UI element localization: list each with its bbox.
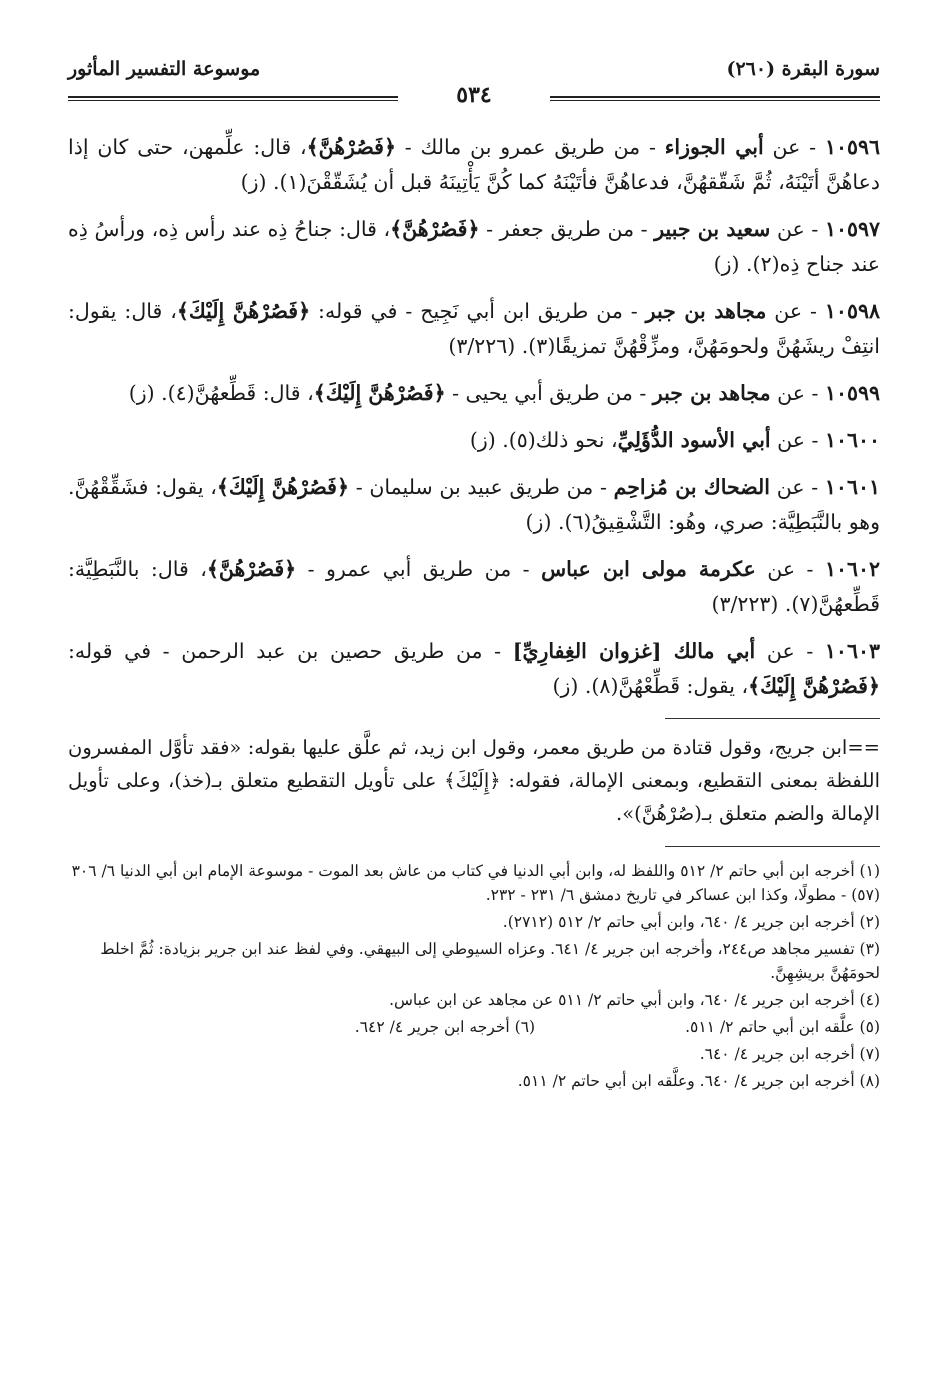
quran-quote: ﴿فَصُرْهُنَّ إِلَيْكَ﴾ — [313, 381, 446, 405]
entry-prefix: عن — [772, 135, 801, 159]
entry-chain: - من طريق جعفر - — [479, 217, 648, 241]
narrator-name: أبي مالك [غزوان الغِفارِيِّ] — [512, 639, 756, 663]
narrator-name: عكرمة مولى ابن عباس — [541, 557, 756, 581]
footnote: (٤) أخرجه ابن جرير ٤/ ٦٤٠، وابن أبي حاتم ٢/ ٥١١ عن مجاهد عن ابن عباس. — [389, 991, 880, 1009]
narrator-name: مجاهد بن جبر — [645, 299, 767, 323]
entry-chain: - من طريق عبيد بن سليمان - — [349, 475, 607, 499]
page-number: ٥٣٤ — [456, 82, 492, 108]
footnote: (٨) أخرجه ابن جرير ٤/ ٦٤٠. وعلَّقه ابن أبي حاتم ٢/ ٥١١. — [517, 1072, 880, 1090]
entry: ١٠٥٩٩ - عن مجاهد بن جبر - من طريق أبي يحيى - ﴿فَصُرْهُنَّ إِلَيْكَ﴾، قال: قَطِّعهُنَّ(٤). (ز) — [128, 381, 880, 405]
footnotes — [68, 859, 880, 1093]
narrator-name: الضحاك بن مُزاحِم — [613, 475, 770, 499]
entry-text: ، قال: جناحُ ذِه عند رأس ذِه، ورأسُ ذِه عند جناح ذِه(٢). (ز) — [68, 217, 880, 276]
entry-prefix: عن — [777, 428, 805, 452]
entry-number: ١٠٦٠١ — [824, 475, 880, 499]
entry-prefix: عن — [776, 475, 805, 499]
entry: ١٠٥٩٦ - عن أبي الجوزاء - من طريق عمرو بن مالك - ﴿فَصُرْهُنَّ﴾، قال: علِّمهن، حتى كان إذا دعاهُنَّ أتَيْنَهُ، ثُمَّ شَقّقهُنَّ، فدعاهُنَّ فأتَيْنَهُ كما كُنَّ يَأْتِينَهُ قبل أن يُشَقّقْنَ(١). (ز) — [68, 135, 880, 194]
entry-chain: - من طريق حصين بن عبد الرحمن - في قوله: — [68, 639, 502, 663]
surah-title: سورة البقرة (٢٦٠) — [726, 58, 880, 80]
entry-number: ١٠٦٠٣ — [824, 639, 880, 663]
quran-quote: ﴿فَصُرْهُنَّ﴾ — [306, 135, 396, 159]
entry-text: ، يقول: فشَقِّقْهُنَّ. وهو بالنَّبَطِيَّة: صري، وهُو: التَّشْقِيقُ(٦). (ز) — [68, 475, 880, 534]
entry-prefix: عن — [767, 557, 796, 581]
quran-quote: ﴿فَصُرْهُنَّ إِلَيْكَ﴾ — [748, 674, 880, 698]
narrator-name: مجاهد بن جبر — [652, 381, 771, 405]
entry-number: ١٠٥٩٧ — [824, 217, 880, 241]
entry-chain: - من طريق ابن أبي نَجِيح - في قوله: — [310, 299, 638, 323]
entry-chain: - من طريق عمرو بن مالك - — [395, 135, 656, 159]
entry-number: ١٠٦٠٢ — [824, 557, 880, 581]
entry-text: ، قال: علِّمهن، حتى كان إذا دعاهُنَّ أتَيْنَهُ، ثُمَّ شَقّقهُنَّ، فدعاهُنَّ فأتَيْنَهُ كما كُنَّ يَأْتِينَهُ قبل أن يُشَقّقْنَ(١). (ز) — [68, 135, 880, 194]
entry: ١٠٦٠١ - عن الضحاك بن مُزاحِم - من طريق عبيد بن سليمان - ﴿فَصُرْهُنَّ إِلَيْكَ﴾، يقول: فشَقِّقْهُنَّ. وهو بالنَّبَطِيَّة: صري، وهُو: التَّشْقِيقُ(٦). (ز) — [68, 475, 880, 534]
entry-text: ، قال: قَطِّعهُنَّ(٤). (ز) — [128, 381, 314, 405]
footnote: (٣) تفسير مجاهد ص٢٤٤، وأخرجه ابن جرير ٤/ ٦٤١. وعزاه السيوطي إلى البيهقي. وفي لفظ عند ابن جرير بزيادة: ثُمَّ اخلط لحومَهُنَّ بريشِهِنَّ. — [100, 940, 880, 982]
running-header — [68, 52, 880, 108]
entry-chain: ، نحو ذلك(٥). (ز) — [469, 428, 618, 452]
entry-text: ، قال: يقول: انتِفْ ريشَهُنَّ ولحومَهُنَّ، ومزِّقْهُنَّ تمزيقًا(٣). (٣/٢٢٦) — [68, 299, 880, 358]
footnote-separator — [665, 718, 880, 719]
entry: ١٠٥٩٧ - عن سعيد بن جبير - من طريق جعفر - ﴿فَصُرْهُنَّ﴾، قال: جناحُ ذِه عند رأس ذِه، ورأسُ ذِه عند جناح ذِه(٢). (ز) — [68, 217, 880, 276]
footnote: (١) أخرجه ابن أبي حاتم ٢/ ٥١٢ واللفظ له، وابن أبي الدنيا في كتاب من عاش بعد الموت - موسوعة الإمام ابن أبي الدنيا ٦/ ٣٠٦ (٥٧) - مطولًا، وكذا ابن عساكر في تاريخ دمشق ٦/ ٢٣١ - ٢٣٢. — [71, 862, 880, 904]
footnote: (٦) أخرجه ابن جرير ٤/ ٦٤٢. — [354, 1018, 536, 1036]
book-page — [68, 52, 880, 1096]
entry-chain: - من طريق أبي يحيى - — [445, 381, 647, 405]
entry-text: ، قال: بالنَّبَطِيَّة: قَطِّعهُنَّ(٧). (٣/٢٢٣) — [68, 557, 880, 616]
quran-quote: ﴿فَصُرْهُنَّ إِلَيْكَ﴾ — [216, 475, 349, 499]
entry-number: ١٠٥٩٨ — [824, 299, 880, 323]
narrator-name: أبي الأسود الدُّؤَلِيِّ — [617, 428, 771, 452]
book-title: موسوعة التفسير المأثور — [68, 58, 261, 80]
footnote-separator — [665, 846, 880, 847]
entry: ١٠٦٠٢ - عن عكرمة مولى ابن عباس - من طريق أبي عمرو - ﴿فَصُرْهُنَّ﴾، قال: بالنَّبَطِيَّة: قَطِّعهُنَّ(٧). (٣/٢٢٣) — [68, 557, 880, 616]
footnote-row — [68, 1015, 880, 1039]
entry-number: ١٠٥٩٩ — [824, 381, 880, 405]
narrator-name: سعيد بن جبير — [654, 217, 771, 241]
entry: ١٠٦٠٠ - عن أبي الأسود الدُّؤَلِيِّ، نحو ذلك(٥). (ز) — [469, 428, 880, 452]
entry-number: ١٠٥٩٦ — [824, 135, 880, 159]
entry-chain: - من طريق أبي عمرو - — [296, 557, 530, 581]
entry: ١٠٥٩٨ - عن مجاهد بن جبر - من طريق ابن أبي نَجِيح - في قوله: ﴿فَصُرْهُنَّ إِلَيْكَ﴾، قال: يقول: انتِفْ ريشَهُنَّ ولحومَهُنَّ، ومزِّقْهُنَّ تمزيقًا(٣). (٣/٢٢٦) — [68, 299, 880, 358]
entry-prefix: عن — [777, 381, 805, 405]
entry-text: ، يقول: قَطِّعْهُنَّ(٨). (ز) — [552, 674, 749, 698]
quran-quote: ﴿فَصُرْهُنَّ﴾ — [206, 557, 297, 581]
entry-prefix: عن — [766, 639, 795, 663]
main-text — [68, 130, 880, 704]
entry-prefix: عن — [774, 299, 803, 323]
carryover-commentary: ==ابن جريج، وقول قتادة من طريق معمر، وقول ابن زيد، ثم علَّق عليها بقوله: «فقد تأوَّل المفسرون اللفظة بمعنى التقطيع، وبمعنى الإمالة، فقوله: ﴿إِلَيْكَ﴾ على تأويل التقطيع متعلق بـ(خذ)، وعلى تأويل الإمالة والضم متعلق بـ(صُرْهُنَّ)». — [68, 736, 880, 825]
footnote: (٢) أخرجه ابن جرير ٤/ ٦٤٠، وابن أبي حاتم ٢/ ٥١٢ (٢٧١٢). — [502, 913, 880, 931]
entry-prefix: عن — [776, 217, 805, 241]
quran-quote: ﴿فَصُرْهُنَّ﴾ — [390, 217, 480, 241]
footnote: (٥) علَّقه ابن أبي حاتم ٢/ ٥١١. — [685, 1018, 880, 1036]
entry: ١٠٦٠٣ - عن أبي مالك [غزوان الغِفارِيِّ] - من طريق حصين بن عبد الرحمن - في قوله: ﴿فَصُرْهُنَّ إِلَيْكَ﴾، يقول: قَطِّعْهُنَّ(٨). (ز) — [68, 639, 880, 698]
footnote: (٧) أخرجه ابن جرير ٤/ ٦٤٠. — [699, 1045, 880, 1063]
narrator-name: أبي الجوزاء — [664, 135, 764, 159]
entry-number: ١٠٦٠٠ — [824, 428, 880, 452]
quran-quote: ﴿فَصُرْهُنَّ إِلَيْكَ﴾ — [176, 299, 311, 323]
